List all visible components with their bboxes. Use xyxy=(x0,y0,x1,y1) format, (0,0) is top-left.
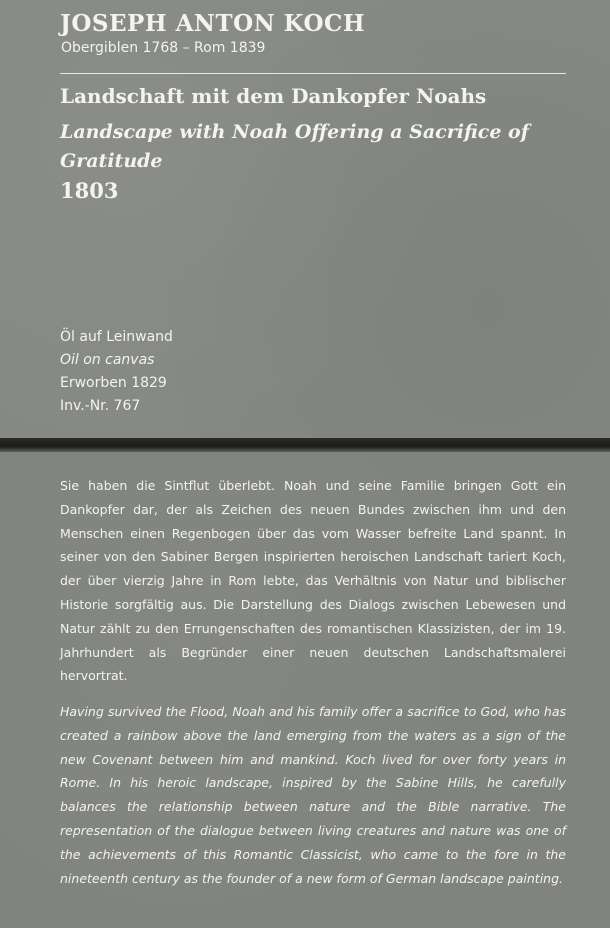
description-english: Having survived the Flood, Noah and his family offer a sacrifice to God, who has created a rainbow above the land emerging from the waters as a sign of the new Covenant between him and mankind. Koch lived for over forty years in Rome. In his heroic landscape, inspired by the Sabine Hills, he carefully balances the relationship between nature and the Bible narrative. The representation of the dialogue between living creatures and nature was one of the achievements of this Romantic Classicist, who came to the fore in the nineteenth century as the founder of a new form of German landscape painting. xyxy=(60,704,566,886)
description-german: Sie haben die Sintflut überlebt. Noah und seine Familie bringen Gott ein Dankopfer dar, der als Zeichen des neuen Bundes zwischen ihm und den Menschen einen Regenbogen über das vom Wasser befreite Land spannt. In seiner von den Sabiner Bergen inspirierten heroischen Landschaft tariert Koch, der über vierzig Jahre in Rom lebte, das Verhältnis von Natur und biblischer Historie sorgfältig aus. Die Darstellung des Dialogs zwischen Lebewesen und Natur zählt zu den Errungenschaften des romantischen Klassizisten, der im 19. Jahrhundert als Begründer einer neuen deutschen Landschaftsmalerei hervortrat. xyxy=(60,478,566,684)
artwork-details xyxy=(60,326,173,418)
acquisition-info: Erworben 1829 xyxy=(60,375,167,391)
medium-german: Öl auf Leinwand xyxy=(60,329,173,345)
artist-life-dates: Obergiblen 1768 – Rom 1839 xyxy=(61,40,266,56)
artwork-year: 1803 xyxy=(60,178,119,203)
medium-english: Oil on canvas xyxy=(60,352,155,368)
title-german: Landschaft mit dem Dankopfer Noahs xyxy=(60,84,487,108)
divider-line xyxy=(60,73,566,74)
artist-name: JOSEPH ANTON KOCH xyxy=(60,10,366,37)
title-english: Landscape with Noah Offering a Sacrifice of Gratitude xyxy=(60,121,529,172)
panel-gap xyxy=(0,438,610,452)
inventory-number: Inv.-Nr. 767 xyxy=(60,398,141,414)
